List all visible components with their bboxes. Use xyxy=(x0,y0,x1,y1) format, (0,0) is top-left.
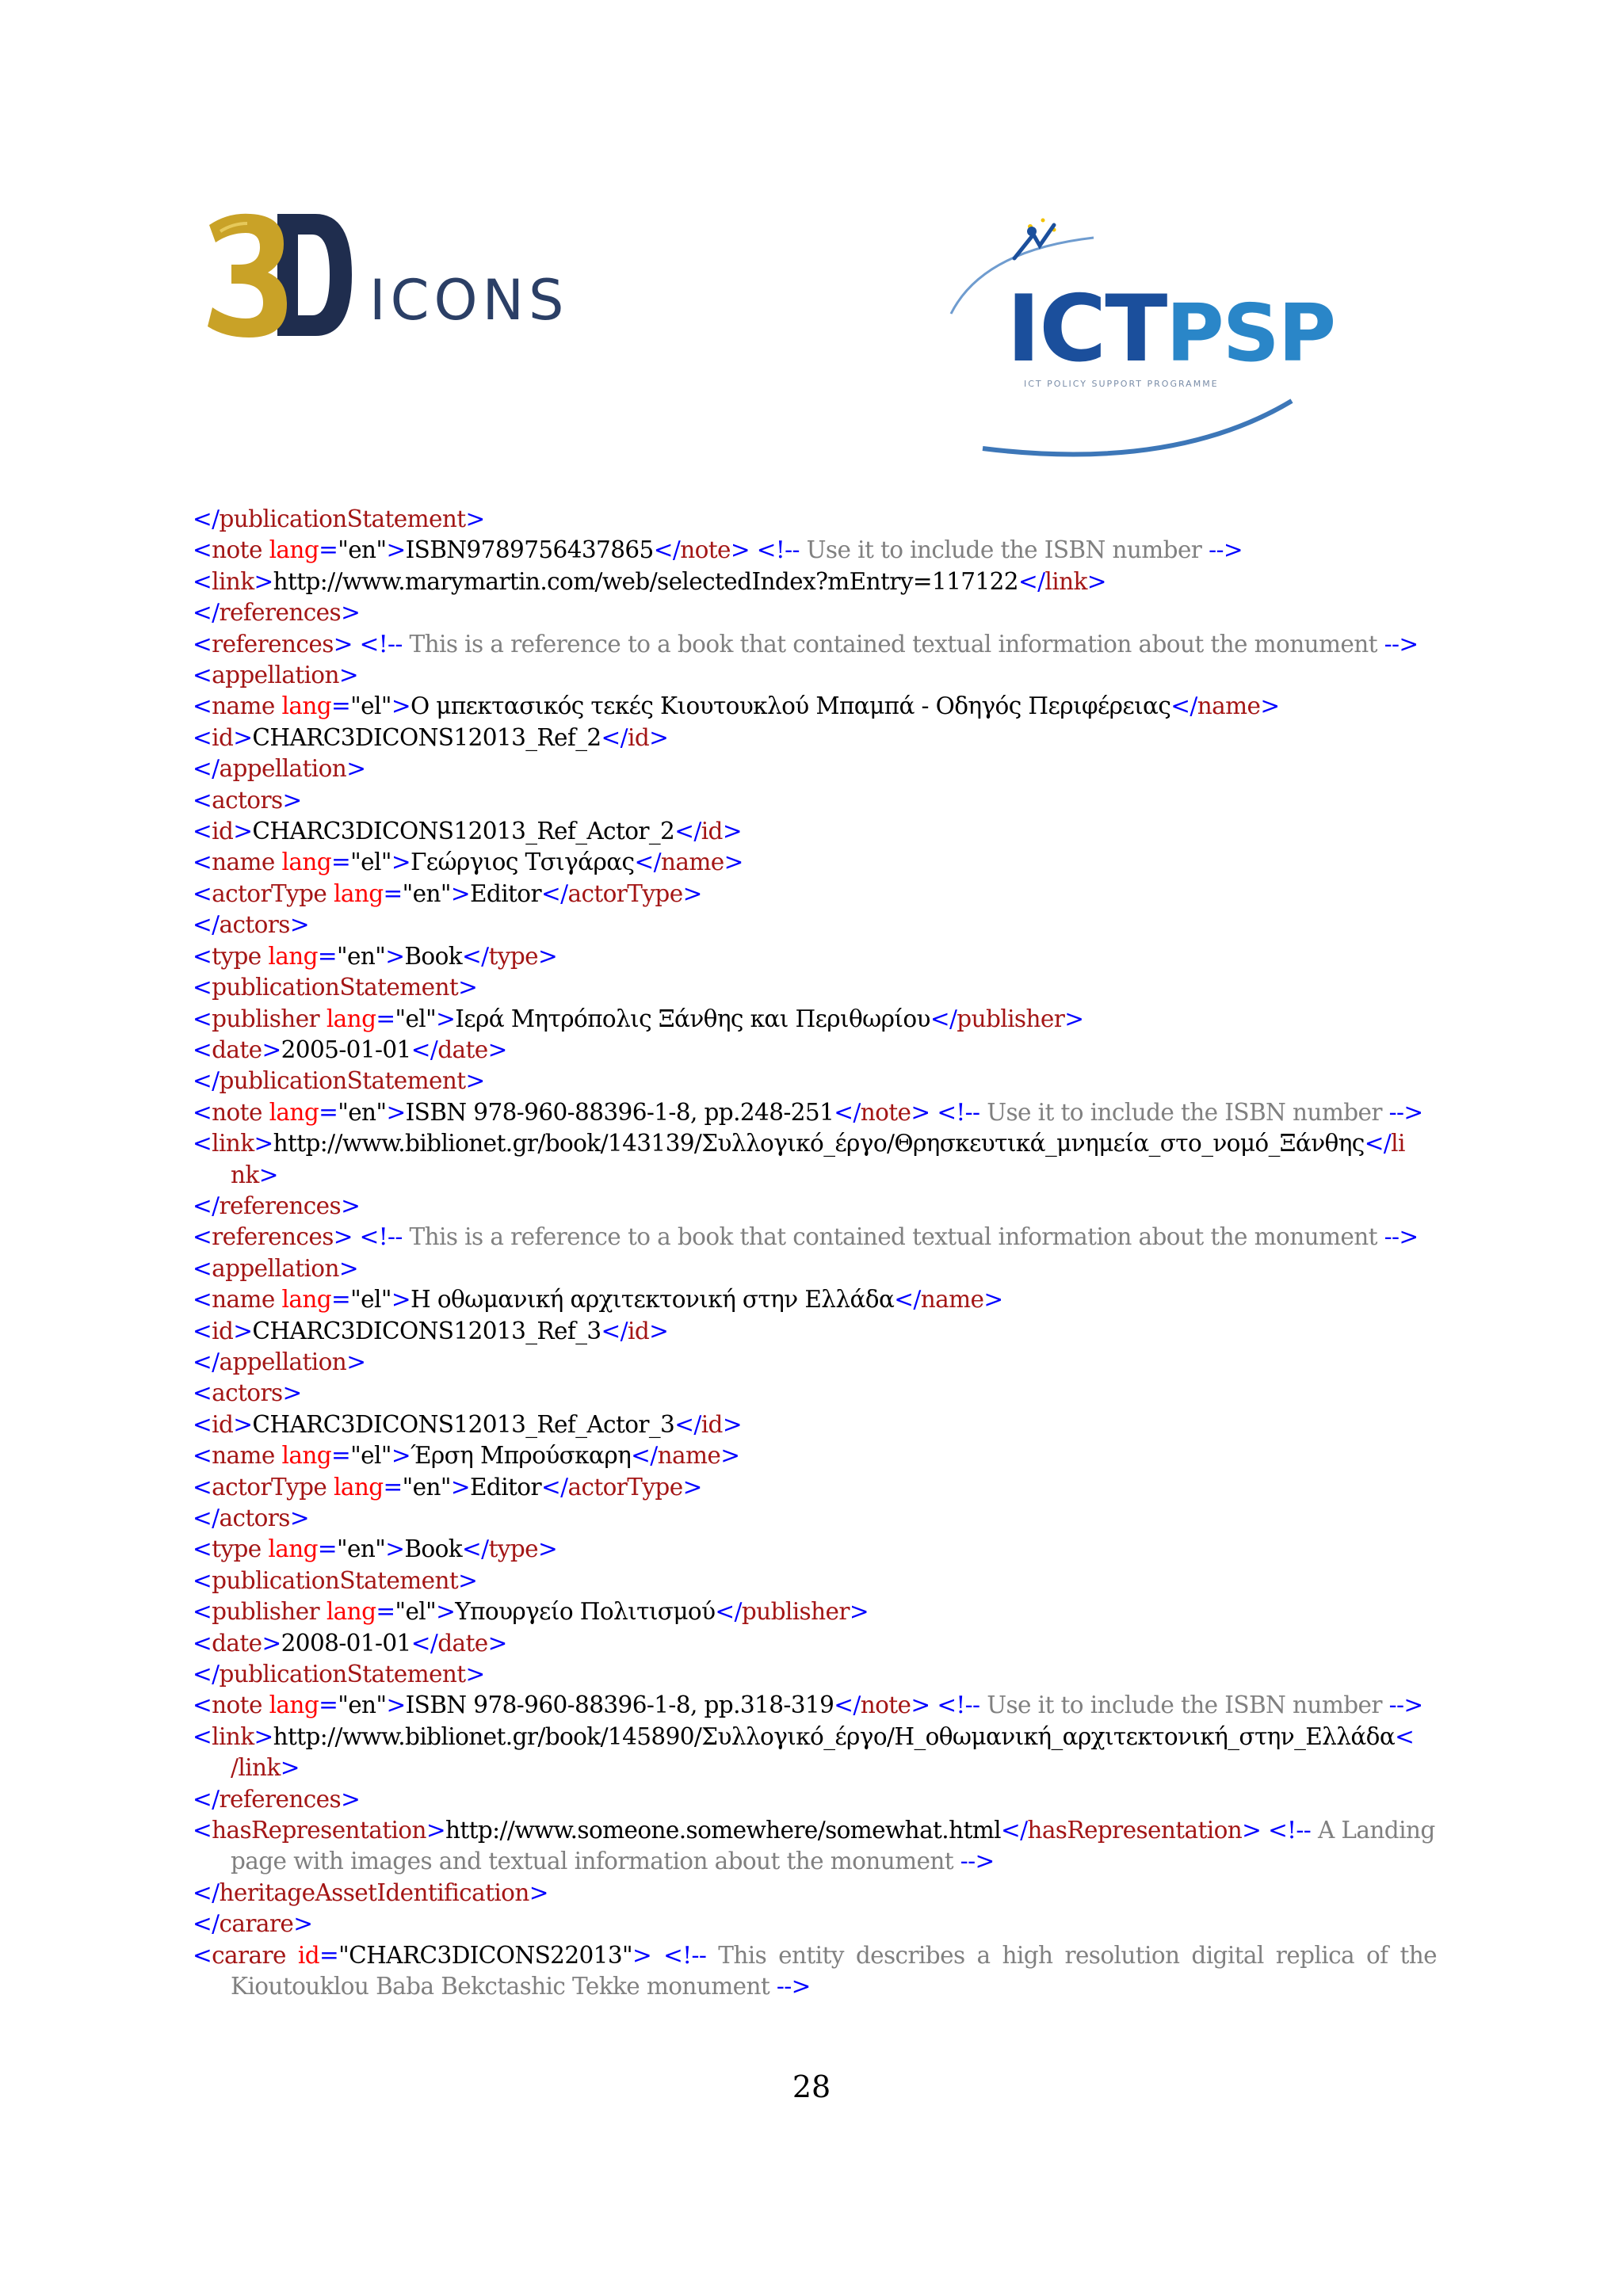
code-line: <note lang="en">ISBN 978-960-88396-1-8, pp.318-319</note> <!-- Use it to include the ISBN number --> xyxy=(193,1691,1423,1719)
code-line: </publicationStatement> xyxy=(193,1067,485,1095)
code-line: <id>CHARC3DICONS12013_Ref_3</id> xyxy=(193,1317,669,1344)
code-line: </publicationStatement> xyxy=(193,505,485,532)
psp-text: PSP xyxy=(1166,287,1335,379)
ict-psp-wordmark xyxy=(1006,276,1335,383)
code-line: <actorType lang="en">Editor</actorType> xyxy=(193,1473,702,1501)
code-line: <appellation> xyxy=(193,662,358,689)
code-line: <name lang="el">Η οθωμανική αρχιτεκτονική στην Ελλάδα</name> xyxy=(193,1286,1003,1314)
3d-icons-wordmark: ICONS xyxy=(369,268,569,333)
code-line: <hasRepresentation>http://www.someone.somewhere/somewhat.html</hasRepresentation> <!-- A Landing page with images and textual information about the monument --> xyxy=(193,1817,1435,1875)
code-line: </carare> xyxy=(193,1910,313,1938)
code-line: <name lang="el">Έρση Μπρούσκαρη</name> xyxy=(193,1442,740,1470)
code-line: <id>CHARC3DICONS12013_Ref_2</id> xyxy=(193,723,669,751)
code-line: </actors> xyxy=(193,911,309,939)
code-line: <actors> xyxy=(193,786,302,814)
code-line-continuation: nk> xyxy=(231,1161,278,1188)
code-line: </publicationStatement> xyxy=(193,1661,485,1688)
code-line: <id>CHARC3DICONS12013_Ref_Actor_2</id> xyxy=(193,818,742,845)
ict-text: ICT xyxy=(1006,276,1167,383)
code-line: <note lang="en">ISBN 978-960-88396-1-8, pp.248-251</note> <!-- Use it to include the ISBN number --> xyxy=(193,1098,1423,1126)
code-line: </references> xyxy=(193,1192,361,1219)
code-line: <appellation> xyxy=(193,1254,358,1282)
code-line-continuation: /link> xyxy=(231,1754,300,1782)
ict-psp-logo xyxy=(935,211,1335,464)
code-line: </references> xyxy=(193,1785,361,1813)
code-line: </heritageAssetIdentification> xyxy=(193,1878,548,1906)
code-line: <link>http://www.biblionet.gr/book/143139/Συλλογικό_έργο/Θρησκευτικά_μνημεία_στο_νομό_Ξάνθης</li xyxy=(193,1130,1405,1158)
code-line: </actors> xyxy=(193,1505,309,1531)
code-line: <link>http://www.marymartin.com/web/selectedIndex?mEntry=117122</link> xyxy=(193,567,1106,595)
code-line: <type lang="en">Book</type> xyxy=(193,942,558,970)
code-line: <id>CHARC3DICONS12013_Ref_Actor_3</id> xyxy=(193,1410,742,1438)
code-line: <date>2008-01-01</date> xyxy=(193,1629,507,1657)
code-line: <references> <!-- This is a reference to a book that contained textual information about the monument --> xyxy=(193,1223,1419,1251)
code-line: <references> <!-- This is a reference to a book that contained textual information about the monument --> xyxy=(193,630,1419,658)
code-line: <publicationStatement> xyxy=(193,974,478,1001)
page-number: 28 xyxy=(792,2069,831,2104)
xml-listing xyxy=(193,504,1437,2003)
code-line: <type lang="en">Book</type> xyxy=(193,1535,558,1563)
code-line: <actorType lang="en">Editor</actorType> xyxy=(193,879,702,907)
code-line: </appellation> xyxy=(193,755,366,783)
3d-logo-mark xyxy=(204,208,355,342)
code-line: </appellation> xyxy=(193,1348,366,1375)
code-line: <publicationStatement> xyxy=(193,1566,478,1594)
code-line: <publisher lang="el">Ιερά Μητρόπολις Ξάνθης και Περιθωρίου</publisher> xyxy=(193,1005,1084,1032)
code-line: <note lang="en">ISBN9789756437865</note> <!-- Use it to include the ISBN number --> xyxy=(193,536,1243,564)
code-line: <publisher lang="el">Υπουργείο Πολιτισμού</publisher> xyxy=(193,1598,869,1626)
code-line: <carare id="CHARC3DICONS22013"> <!-- This entity describes a high resolution digital replica of the Kioutouklou Baba Bekctashic Tekke monument --> xyxy=(193,1941,1438,2000)
code-line: <name lang="el">Γεώργιος Τσιγάρας</name> xyxy=(193,849,743,876)
3d-icons-logo xyxy=(204,208,569,342)
code-line: <actors> xyxy=(193,1379,302,1407)
ict-psp-tagline: ICT POLICY SUPPORT PROGRAMME xyxy=(1024,379,1219,389)
code-line: </references> xyxy=(193,599,361,627)
code-line: <date>2005-01-01</date> xyxy=(193,1035,507,1063)
code-line: <name lang="el">Ο μπεκτασικός τεκές Κιουτουκλού Μπαμπά - Οδηγός Περιφέρειας</name> xyxy=(193,692,1280,720)
code-line: <link>http://www.biblionet.gr/book/145890/Συλλογικό_έργο/Η_οθωμανική_αρχιτεκτονική_στην_Ελλάδα< xyxy=(193,1722,1415,1750)
